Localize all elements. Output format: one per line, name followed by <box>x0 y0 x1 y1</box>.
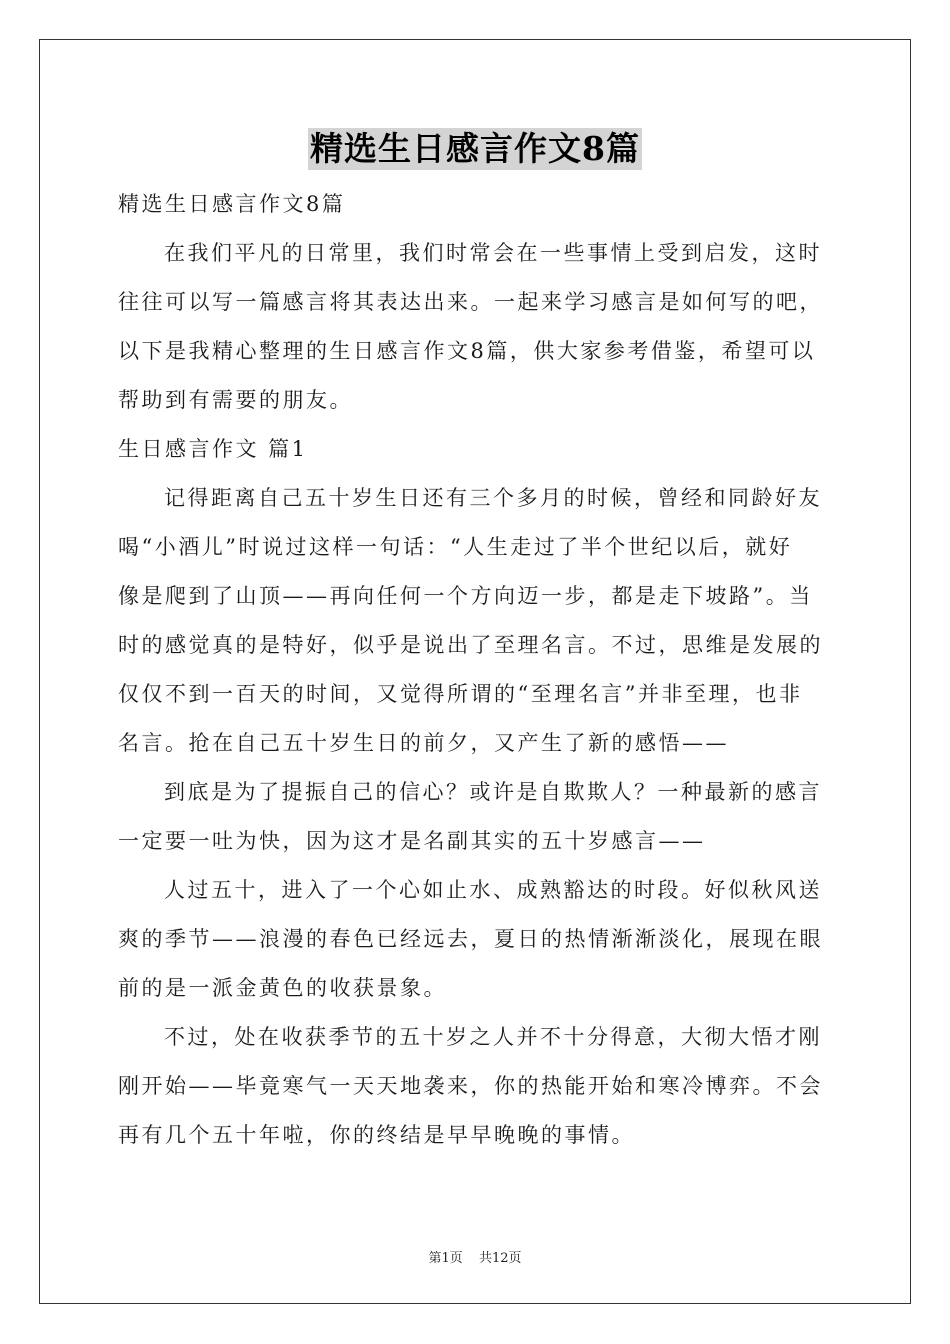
text-line: 仅仅不到一百天的时间，又觉得所谓的“至理名言”并非至理，也非 <box>118 682 803 706</box>
page-footer <box>0 1247 950 1266</box>
document-title: 精选生日感言作文8篇 <box>310 129 640 168</box>
body-paragraph <box>118 1013 834 1160</box>
text-line: 帮助到有需要的朋友。 <box>118 388 353 412</box>
intro-paragraph <box>118 229 834 425</box>
text-line: 名言。抢在自己五十岁生日的前夕，又产生了新的感悟—— <box>118 731 729 755</box>
text-line: 以下是我精心整理的生日感言作文8篇，供大家参考借鉴，希望可以 <box>118 339 816 363</box>
body-paragraph <box>118 866 834 1013</box>
title-area <box>0 128 950 170</box>
document-body <box>118 180 834 1160</box>
text-line: 一定要一吐为快，因为这才是名副其实的五十岁感言—— <box>118 829 706 853</box>
text-line: 喝“小酒儿”时说过这样一句话：“人生走过了半个世纪以后，就好 <box>118 535 793 559</box>
text-line: 像是爬到了山顶——再向任何一个方向迈一步，都是走下坡路”。当 <box>118 584 813 608</box>
section-heading: 生日感言作文 篇1 <box>118 437 308 461</box>
text-line: 刚开始——毕竟寒气一天天地袭来，你的热能开始和寒冷博弈。不会 <box>118 1074 823 1098</box>
text-line: 爽的季节——浪漫的春色已经远去，夏日的热情渐渐淡化，展现在眼 <box>118 927 823 951</box>
text-line: 到底是为了提振自己的信心？或许是自欺欺人？一种最新的感言 <box>164 780 822 804</box>
body-paragraph <box>118 474 834 768</box>
body-paragraph <box>118 768 834 866</box>
page-total: 共12页 <box>478 1251 522 1266</box>
text-line: 不过，处在收获季节的五十岁之人并不十分得意，大彻大悟才刚 <box>164 1025 822 1049</box>
text-line: 再有几个五十年啦，你的终结是早早晚晚的事情。 <box>118 1123 635 1147</box>
text-line: 人过五十，进入了一个心如止水、成熟豁达的时段。好似秋风送 <box>164 878 822 902</box>
page-number: 第1页 <box>428 1251 463 1266</box>
subtitle: 精选生日感言作文8篇 <box>118 192 346 216</box>
text-line: 前的是一派金黄色的收获景象。 <box>118 976 447 1000</box>
text-line: 时的感觉真的是特好，似乎是说出了至理名言。不过，思维是发展的 <box>118 633 823 657</box>
text-line: 往往可以写一篇感言将其表达出来。一起来学习感言是如何写的吧， <box>118 290 823 314</box>
text-line: 在我们平凡的日常里，我们时常会在一些事情上受到启发，这时 <box>164 241 822 265</box>
text-line: 记得距离自己五十岁生日还有三个多月的时候，曾经和同龄好友 <box>164 486 822 510</box>
